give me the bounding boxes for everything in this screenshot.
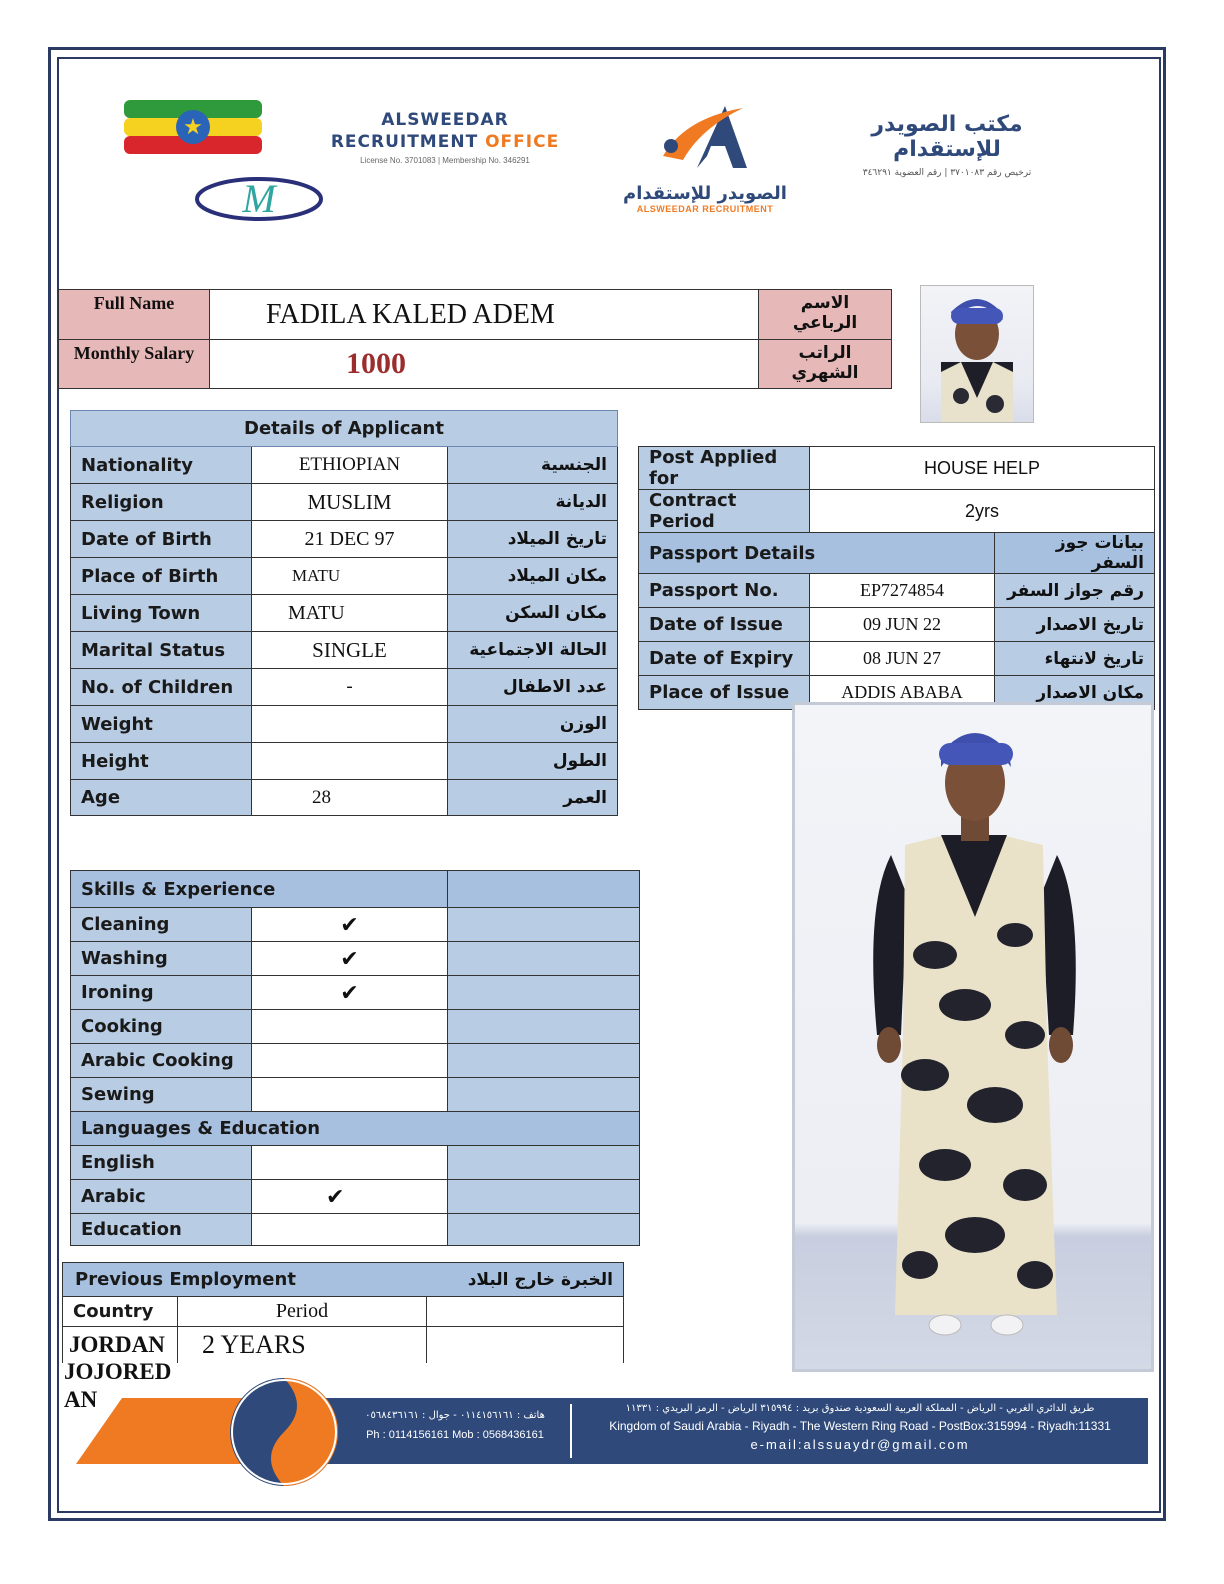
date-of-issue-value: 09 JUN 22 bbox=[810, 608, 995, 642]
footer-circle-logo bbox=[230, 1378, 338, 1486]
height-ar: الطول bbox=[448, 743, 618, 780]
center-logo-en: ALSWEEDAR RECRUITMENT bbox=[636, 204, 774, 214]
a-logo-icon bbox=[615, 98, 795, 178]
age-ar: العمر bbox=[448, 780, 618, 816]
skill-washing-check: ✔ bbox=[252, 942, 448, 976]
details-title: Details of Applicant bbox=[71, 411, 618, 447]
skill-cooking-check bbox=[252, 1010, 448, 1044]
children-value: - bbox=[252, 669, 448, 706]
children-ar: عدد الاطفال bbox=[448, 669, 618, 706]
footer-phone bbox=[350, 1410, 560, 1441]
right-logo-ar: مكتب الصويدر للإستقدام bbox=[871, 112, 1023, 162]
lang-arabic-check: ✔ bbox=[252, 1180, 448, 1214]
date-of-issue-ar: تاريخ الاصدار bbox=[995, 608, 1155, 642]
place-of-issue-label: Place of Issue bbox=[639, 676, 810, 710]
contract-period-label: Contract Period bbox=[639, 490, 810, 533]
children-label: No. of Children bbox=[71, 669, 252, 706]
m-logo bbox=[194, 172, 324, 224]
employment-overflow-line1: JOJORED bbox=[64, 1359, 172, 1384]
dob-ar: تاريخ الميلاد bbox=[448, 521, 618, 558]
footer-address-en: Kingdom of Saudi Arabia - Riyadh - The Western Ring Road - PostBox:315994 - Riyadh:11331 bbox=[609, 1419, 1111, 1433]
skill-arabic-cooking-check bbox=[252, 1044, 448, 1078]
office-name-line2a: RECRUITMENT bbox=[330, 132, 479, 152]
contract-period-value: 2yrs bbox=[810, 490, 1155, 533]
date-of-expiry-value: 08 JUN 27 bbox=[810, 642, 995, 676]
passport-no-value: EP7274854 bbox=[810, 574, 995, 608]
passport-details-title-ar: بيانات جوز السفر bbox=[995, 533, 1155, 574]
skills-table bbox=[70, 870, 640, 1246]
office-name-line1: ALSWEEDAR bbox=[381, 110, 509, 130]
applicant-photo-small bbox=[920, 285, 1034, 423]
footer-email: e-mail:alssuaydr@gmail.com bbox=[750, 1437, 970, 1452]
right-logo-sub: ترخيص رقم ٣٧٠١٠٨٣ | رقم العضوية ٣٤٦٢٩١ bbox=[862, 168, 1032, 178]
employment-title-ar: الخبرة خارج البلاد bbox=[427, 1263, 624, 1297]
marital-status-value: SINGLE bbox=[252, 632, 448, 669]
dob-value: 21 DEC 97 bbox=[252, 521, 448, 558]
footer-address-ar: طريق الدائري الغربي - الرياض - المملكة العربية السعودية صندوق بريد : ٣١٥٩٩٤ الرياض - الرمز البريدي : ١١٣٣١ bbox=[625, 1403, 1095, 1414]
monthly-salary-value: 1000 bbox=[210, 340, 759, 389]
details-table bbox=[70, 410, 618, 816]
post-applied-value: HOUSE HELP bbox=[810, 447, 1155, 490]
place-of-birth-ar: مكان الميلاد bbox=[448, 558, 618, 595]
passport-no-label: Passport No. bbox=[639, 574, 810, 608]
skill-cleaning-check: ✔ bbox=[252, 908, 448, 942]
religion-label: Religion bbox=[71, 484, 252, 521]
right-logo bbox=[822, 112, 1072, 178]
full-name-value: FADILA KALED ADEM bbox=[210, 290, 759, 340]
office-logo-en bbox=[330, 110, 560, 165]
place-of-issue-ar: مكان الاصدار bbox=[995, 676, 1155, 710]
passport-no-ar: رقم جواز السفر bbox=[995, 574, 1155, 608]
ethiopia-flag-logo bbox=[124, 100, 264, 160]
full-name-label: Full Name bbox=[59, 290, 210, 340]
office-name-line2b: OFFICE bbox=[485, 132, 560, 152]
svg-text:M: M bbox=[242, 176, 276, 221]
employment-country-label: Country bbox=[63, 1297, 178, 1327]
skill-washing-label: Washing bbox=[71, 942, 252, 976]
nationality-ar: الجنسية bbox=[448, 447, 618, 484]
place-of-birth-value: MATU bbox=[252, 558, 448, 595]
living-town-ar: مكان السكن bbox=[448, 595, 618, 632]
education-label: Education bbox=[71, 1214, 252, 1246]
employment-period-value: 2 YEARS bbox=[178, 1327, 427, 1363]
religion-ar: الديانة bbox=[448, 484, 618, 521]
employment-period-label: Period bbox=[178, 1297, 427, 1327]
monthly-salary-label: Monthly Salary bbox=[59, 340, 210, 389]
skill-arabic-cooking-label: Arabic Cooking bbox=[71, 1044, 252, 1078]
weight-value bbox=[252, 706, 448, 743]
footer-address bbox=[580, 1403, 1140, 1452]
skill-sewing-check bbox=[252, 1078, 448, 1112]
post-applied-label: Post Applied for bbox=[639, 447, 810, 490]
languages-title: Languages & Education bbox=[71, 1112, 640, 1146]
place-of-birth-label: Place of Birth bbox=[71, 558, 252, 595]
lang-english-check bbox=[252, 1146, 448, 1180]
age-value: 28 bbox=[252, 780, 448, 816]
nationality-value: ETHIOPIAN bbox=[252, 447, 448, 484]
employment-country-value: JORDAN bbox=[63, 1327, 178, 1363]
skill-sewing-label: Sewing bbox=[71, 1078, 252, 1112]
date-of-issue-label: Date of Issue bbox=[639, 608, 810, 642]
skill-cooking-label: Cooking bbox=[71, 1010, 252, 1044]
footer-phone-en: Ph : 0114156161 Mob : 0568436161 bbox=[366, 1429, 544, 1441]
employment-title: Previous Employment bbox=[63, 1263, 427, 1297]
footer-divider bbox=[570, 1404, 572, 1458]
nationality-label: Nationality bbox=[71, 447, 252, 484]
post-passport-table bbox=[638, 446, 1155, 710]
name-salary-table bbox=[58, 289, 892, 389]
date-of-expiry-label: Date of Expiry bbox=[639, 642, 810, 676]
skill-ironing-label: Ironing bbox=[71, 976, 252, 1010]
center-logo-ar: الصويدر للإستقدام bbox=[623, 183, 787, 204]
dob-label: Date of Birth bbox=[71, 521, 252, 558]
weight-ar: الوزن bbox=[448, 706, 618, 743]
marital-status-ar: الحالة الاجتماعية bbox=[448, 632, 618, 669]
skills-title: Skills & Experience bbox=[71, 871, 448, 908]
skill-ironing-check: ✔ bbox=[252, 976, 448, 1010]
height-label: Height bbox=[71, 743, 252, 780]
height-value bbox=[252, 743, 448, 780]
employment-overflow-line2: AN bbox=[64, 1387, 98, 1412]
education-check bbox=[252, 1214, 448, 1246]
passport-details-title: Passport Details bbox=[639, 533, 995, 574]
footer-phone-ar: هاتف : ٠١١٤١٥٦١٦١ - جوال : ٠٥٦٨٤٣٦١٦١ bbox=[365, 1410, 545, 1421]
star-icon: ★ bbox=[176, 110, 210, 144]
marital-status-label: Marital Status bbox=[71, 632, 252, 669]
date-of-expiry-ar: تاريخ لانتهاء bbox=[995, 642, 1155, 676]
lang-english-label: English bbox=[71, 1146, 252, 1180]
place-of-issue-value: ADDIS ABABA bbox=[810, 676, 995, 710]
applicant-photo-full bbox=[792, 702, 1154, 1372]
center-logo bbox=[615, 98, 795, 218]
living-town-label: Living Town bbox=[71, 595, 252, 632]
lang-arabic-label: Arabic bbox=[71, 1180, 252, 1214]
weight-label: Weight bbox=[71, 706, 252, 743]
religion-value: MUSLIM bbox=[252, 484, 448, 521]
employment-table bbox=[62, 1262, 624, 1363]
full-name-ar: الاسم الرباعي bbox=[759, 290, 892, 340]
office-license: License No. 3701083 | Membership No. 346291 bbox=[360, 156, 530, 165]
skill-cleaning-label: Cleaning bbox=[71, 908, 252, 942]
monthly-salary-ar: الراتب الشهري bbox=[759, 340, 892, 389]
living-town-value: MATU bbox=[252, 595, 448, 632]
age-label: Age bbox=[71, 780, 252, 816]
